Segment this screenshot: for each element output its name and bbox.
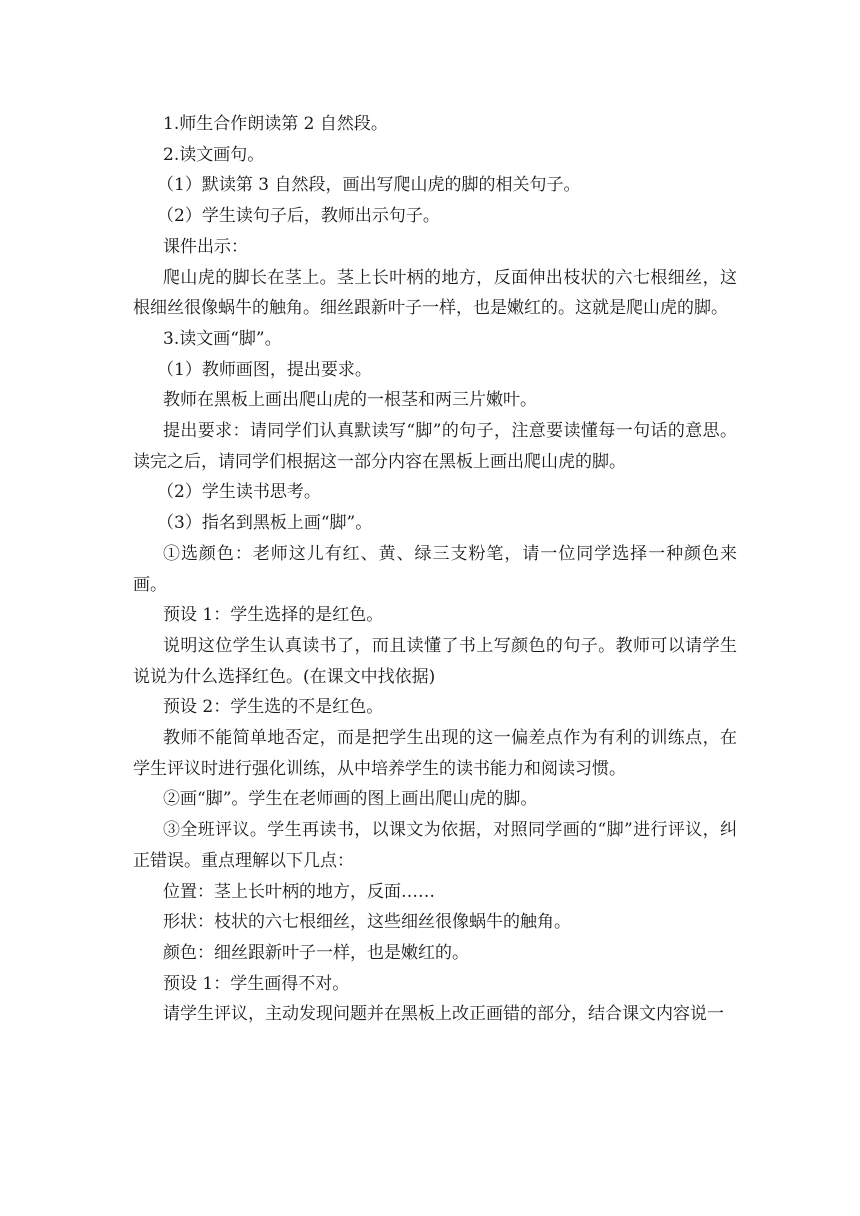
document-body	[133, 109, 737, 1030]
paragraph: （2）学生读书思考。	[157, 482, 321, 503]
paragraph: 预设 2：学生选的不是红色。	[163, 697, 384, 718]
paragraph: （2）学生读句子后，教师出示句子。	[157, 206, 440, 227]
paragraph: 说明这位学生认真读书了，而且读懂了书上写颜色的句子。教师可以请学生说说为什么选择红色。(在课文中找依据)	[133, 635, 737, 687]
paragraph: 3.读文画“脚”。	[163, 328, 282, 349]
paragraph: ②画“脚”。学生在老师画的图上画出爬山虎的脚。	[163, 789, 538, 810]
paragraph: 形状：枝状的六七根细丝，这些细丝很像蜗牛的触角。	[163, 912, 571, 933]
paragraph: 爬山虎的脚长在茎上。茎上长叶柄的地方，反面伸出枝状的六七根细丝，这根细丝很像蜗牛的触角。细丝跟新叶子一样，也是嫩红的。这就是爬山虎的脚。	[133, 267, 737, 319]
paragraph: （3）指名到黑板上画“脚”。	[157, 513, 373, 534]
paragraph: ③全班评议。学生再读书，以课文为依据，对照同学画的“脚”进行评议，纠正错误。重点理解以下几点：	[133, 820, 737, 871]
paragraph: 教师在黑板上画出爬山虎的一根茎和两三片嫩叶。	[163, 390, 537, 411]
paragraph: 2.读文画句。	[163, 144, 265, 165]
paragraph: ①选颜色：老师这儿有红、黄、绿三支粉笔，请一位同学选择一种颜色来画。	[133, 543, 737, 595]
paragraph: 颜色：细丝跟新叶子一样，也是嫩红的。	[163, 942, 469, 963]
paragraph: 课件出示：	[163, 236, 248, 257]
paragraph: （1）教师画图，提出要求。	[157, 359, 372, 380]
paragraph: 位置：茎上长叶柄的地方，反面……	[163, 881, 435, 902]
paragraph: 预设 1：学生选择的是红色。	[163, 605, 384, 626]
paragraph: （1）默读第 3 自然段，画出写爬山虎的脚的相关句子。	[157, 175, 581, 196]
paragraph: 预设 1：学生画得不对。	[163, 973, 350, 994]
paragraph: 1.师生合作朗读第 2 自然段。	[163, 114, 388, 134]
paragraph: 提出要求：请同学们认真默读写“脚”的句子，注意要读懂每一句话的意思。读完之后，请同学们根据这一部分内容在黑板上画出爬山虎的脚。	[133, 421, 737, 472]
paragraph: 请学生评议，主动发现问题并在黑板上改正画错的部分，结合课文内容说一	[163, 1004, 724, 1025]
paragraph: 教师不能简单地否定，而是把学生出现的这一偏差点作为有利的训练点，在学生评议时进行强化训练，从中培养学生的读书能力和阅读习惯。	[133, 728, 737, 779]
